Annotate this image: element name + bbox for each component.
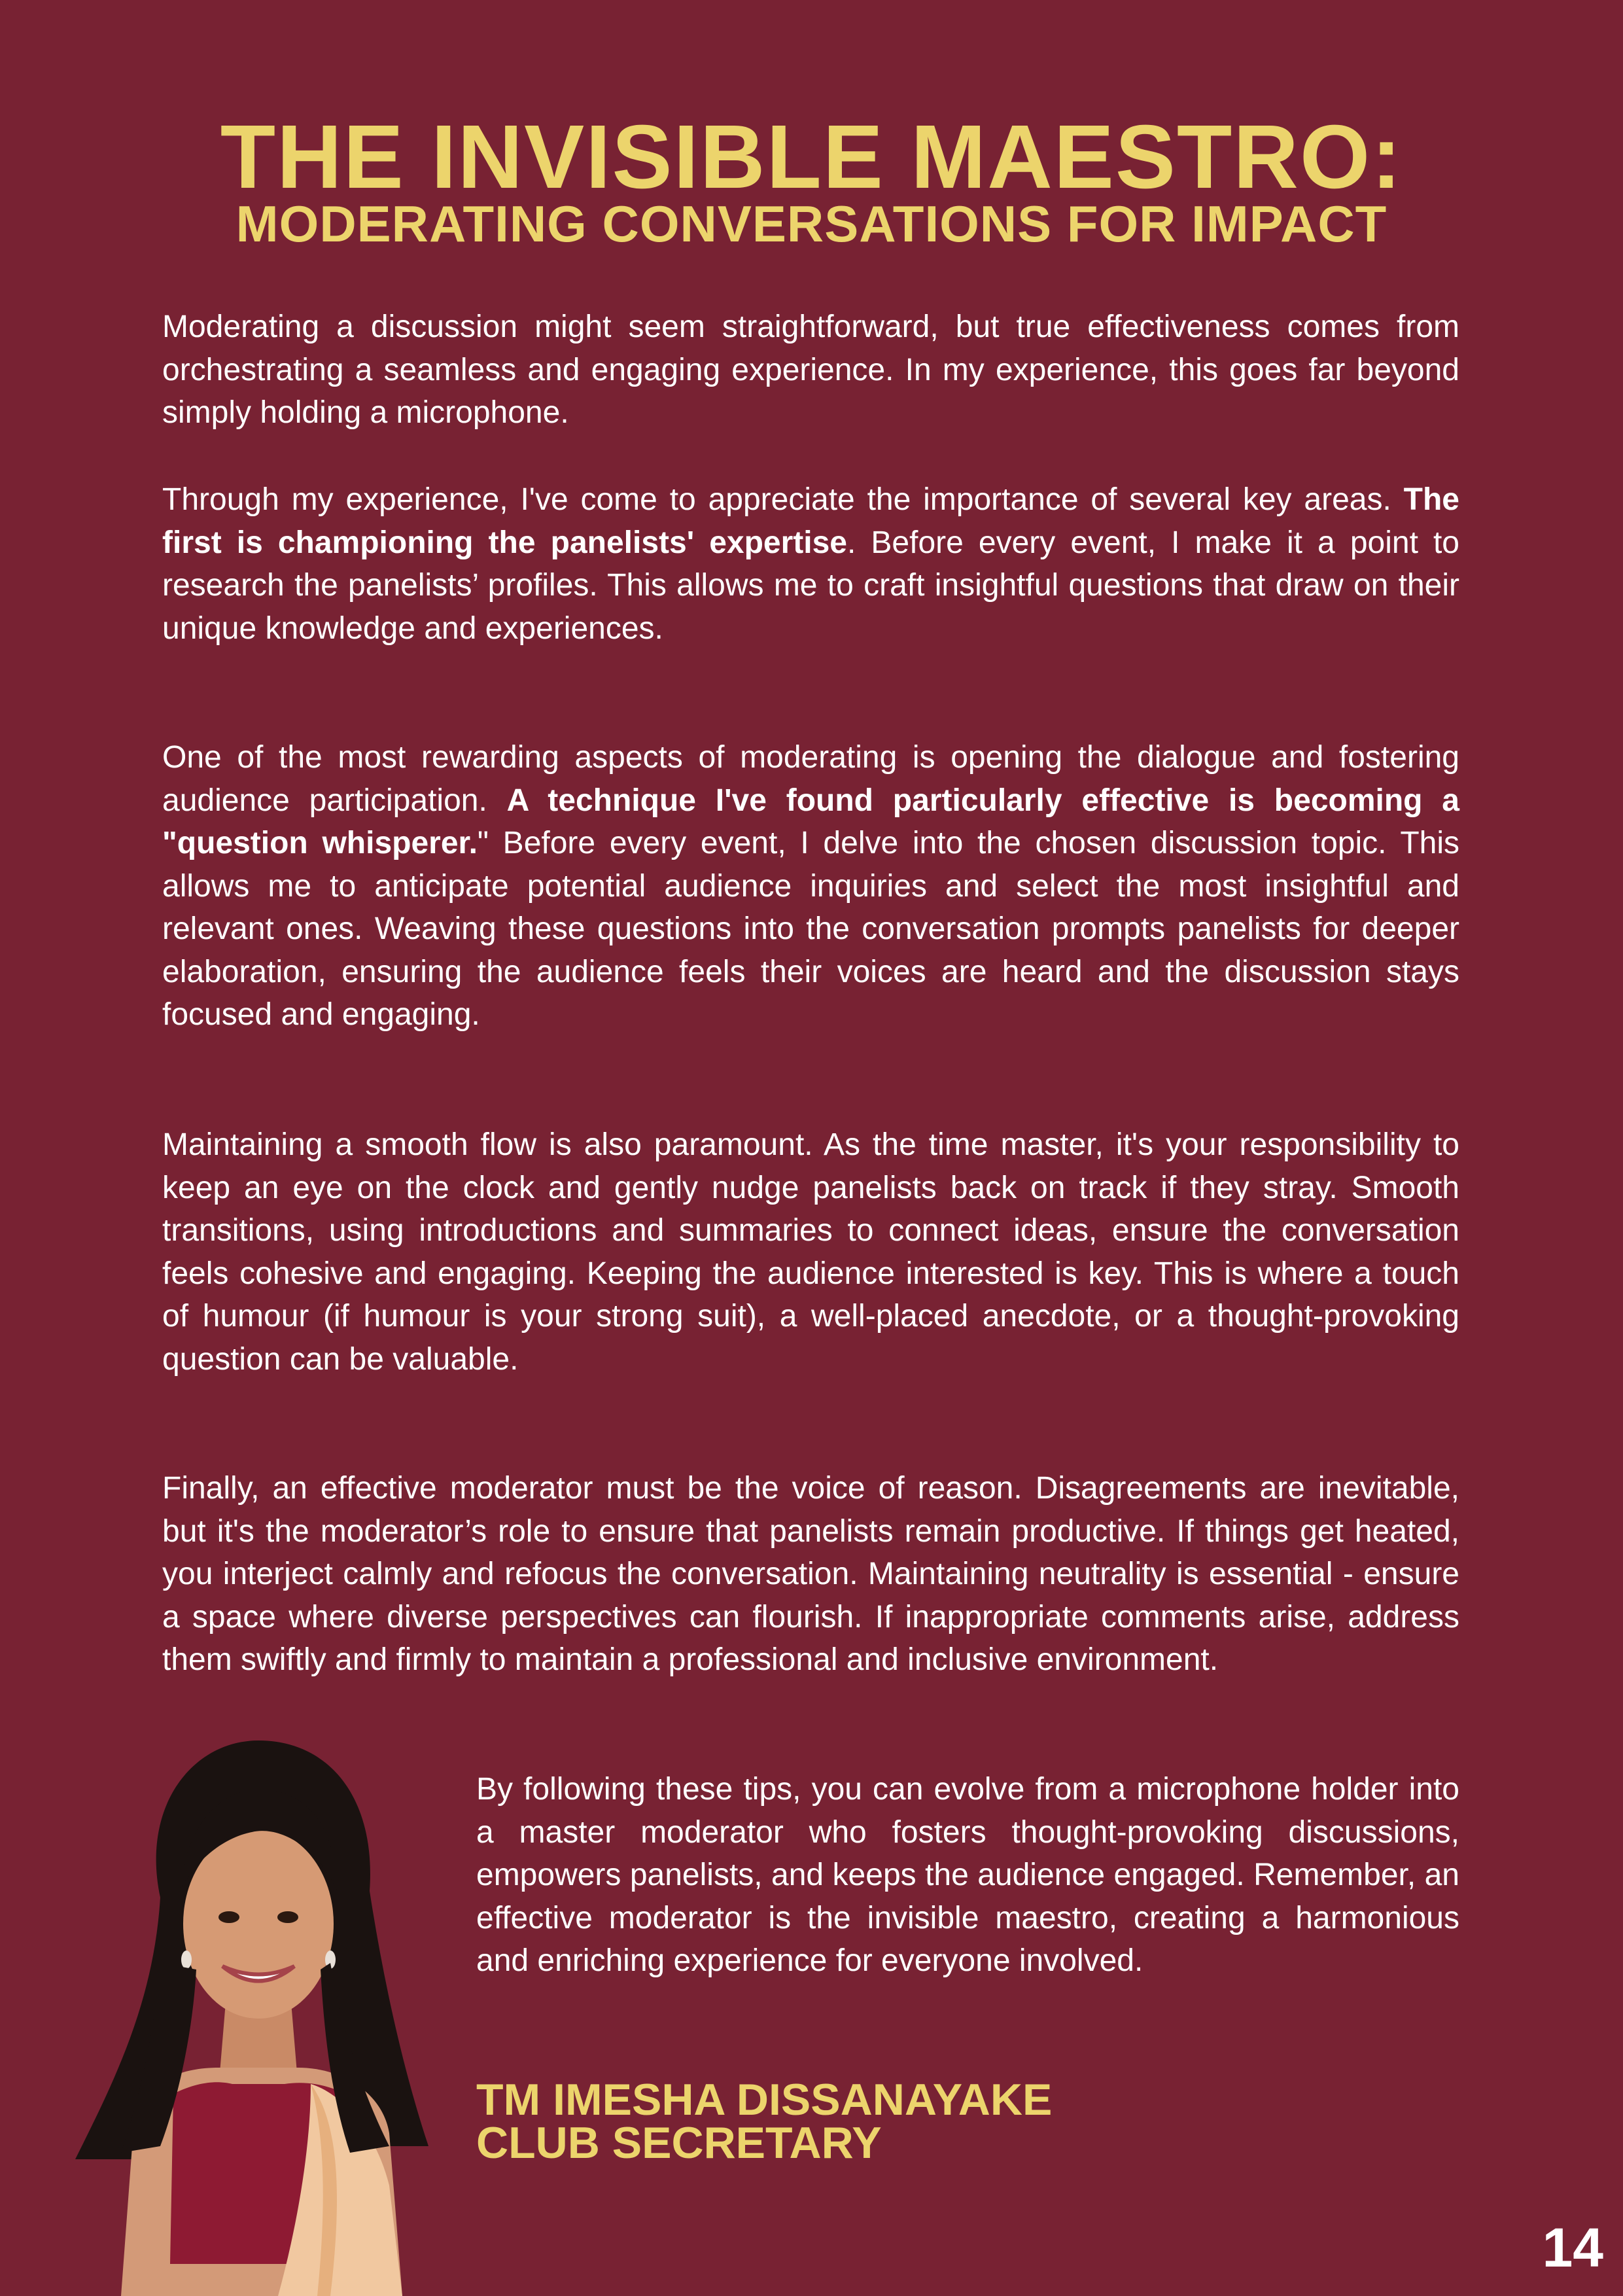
paragraph-highlight: A technique I've found particularly effective is becoming a "question whisperer. — [162, 783, 1459, 860]
paragraph-conclusion: By following these tips, you can evolve from a microphone holder into a master moderator who fosters thought-provoking discussions, empowers panelists, and keeps the audience engaged. Remember, an effective moderator is the invisible maestro, creating a harmonious and enriching experience for everyone involved. — [476, 1772, 1459, 1978]
paragraph-highlight: The first is championing the panelists' expertise — [162, 482, 1459, 560]
author-photo — [62, 1727, 468, 2296]
paragraph-expertise — [162, 478, 1459, 650]
article-subtitle: MODERATING CONVERSATIONS FOR IMPACT — [236, 195, 1387, 253]
article-title: THE INVISIBLE MAESTRO: — [220, 107, 1403, 207]
paragraph-text: " Before every event, I delve into the chosen discussion topic. This allows me to anticipate potential audience inquiries and select the most insightful and relevant ones. Weaving these questions into the conversation prompts panelists for deeper elaboration, ensuring the audience feels their voices are heard and the discussion stays focused and engaging. — [162, 826, 1460, 1032]
paragraph-text: One of the most rewarding aspects of moderating is opening the dialogue and fostering audience participation. — [162, 740, 1459, 818]
paragraph-intro: Moderating a discussion might seem straightforward, but true effectiveness comes from orchestrating a seamless and engaging experience. In my experience, this goes far beyond simply holding a microphone. — [162, 309, 1459, 430]
page-number: 14 — [1542, 2217, 1603, 2278]
paragraph-text: Through my experience, I've come to appreciate the importance of several key areas. — [162, 482, 1404, 517]
paragraph-reason: Finally, an effective moderator must be the voice of reason. Disagreements are inevitable, but it's the moderator’s role to ensure that panelists remain productive. If things get heated, you interject calmly and refocus the conversation. Maintaining neutrality is essential - ensure a space where diverse perspectives can flourish. If inappropriate comments arise, address them swiftly and firmly to maintain a professional and inclusive environment. — [162, 1471, 1459, 1677]
author-role: CLUB SECRETARY — [476, 2118, 882, 2168]
author-name: TM IMESHA DISSANAYAKE — [476, 2075, 1053, 2125]
paragraph-flow: Maintaining a smooth flow is also paramount. As the time master, it's your responsibility to keep an eye on the clock and gently nudge panelists back on track if they stray. Smooth transitions, using introductions and summaries to connect ideas, ensure the conversation feels cohesive and engaging. Keeping the audience interested is key. This is where a touch of humour (if humour is your strong suit), a well-placed anecdote, or a thought-provoking question can be valuable. — [162, 1127, 1459, 1377]
paragraph-audience — [162, 736, 1459, 1036]
paragraph-text: . Before every event, I make it a point to research the panelists’ profiles. This allows me to craft insightful questions that draw on their unique knowledge and experiences. — [162, 525, 1460, 646]
